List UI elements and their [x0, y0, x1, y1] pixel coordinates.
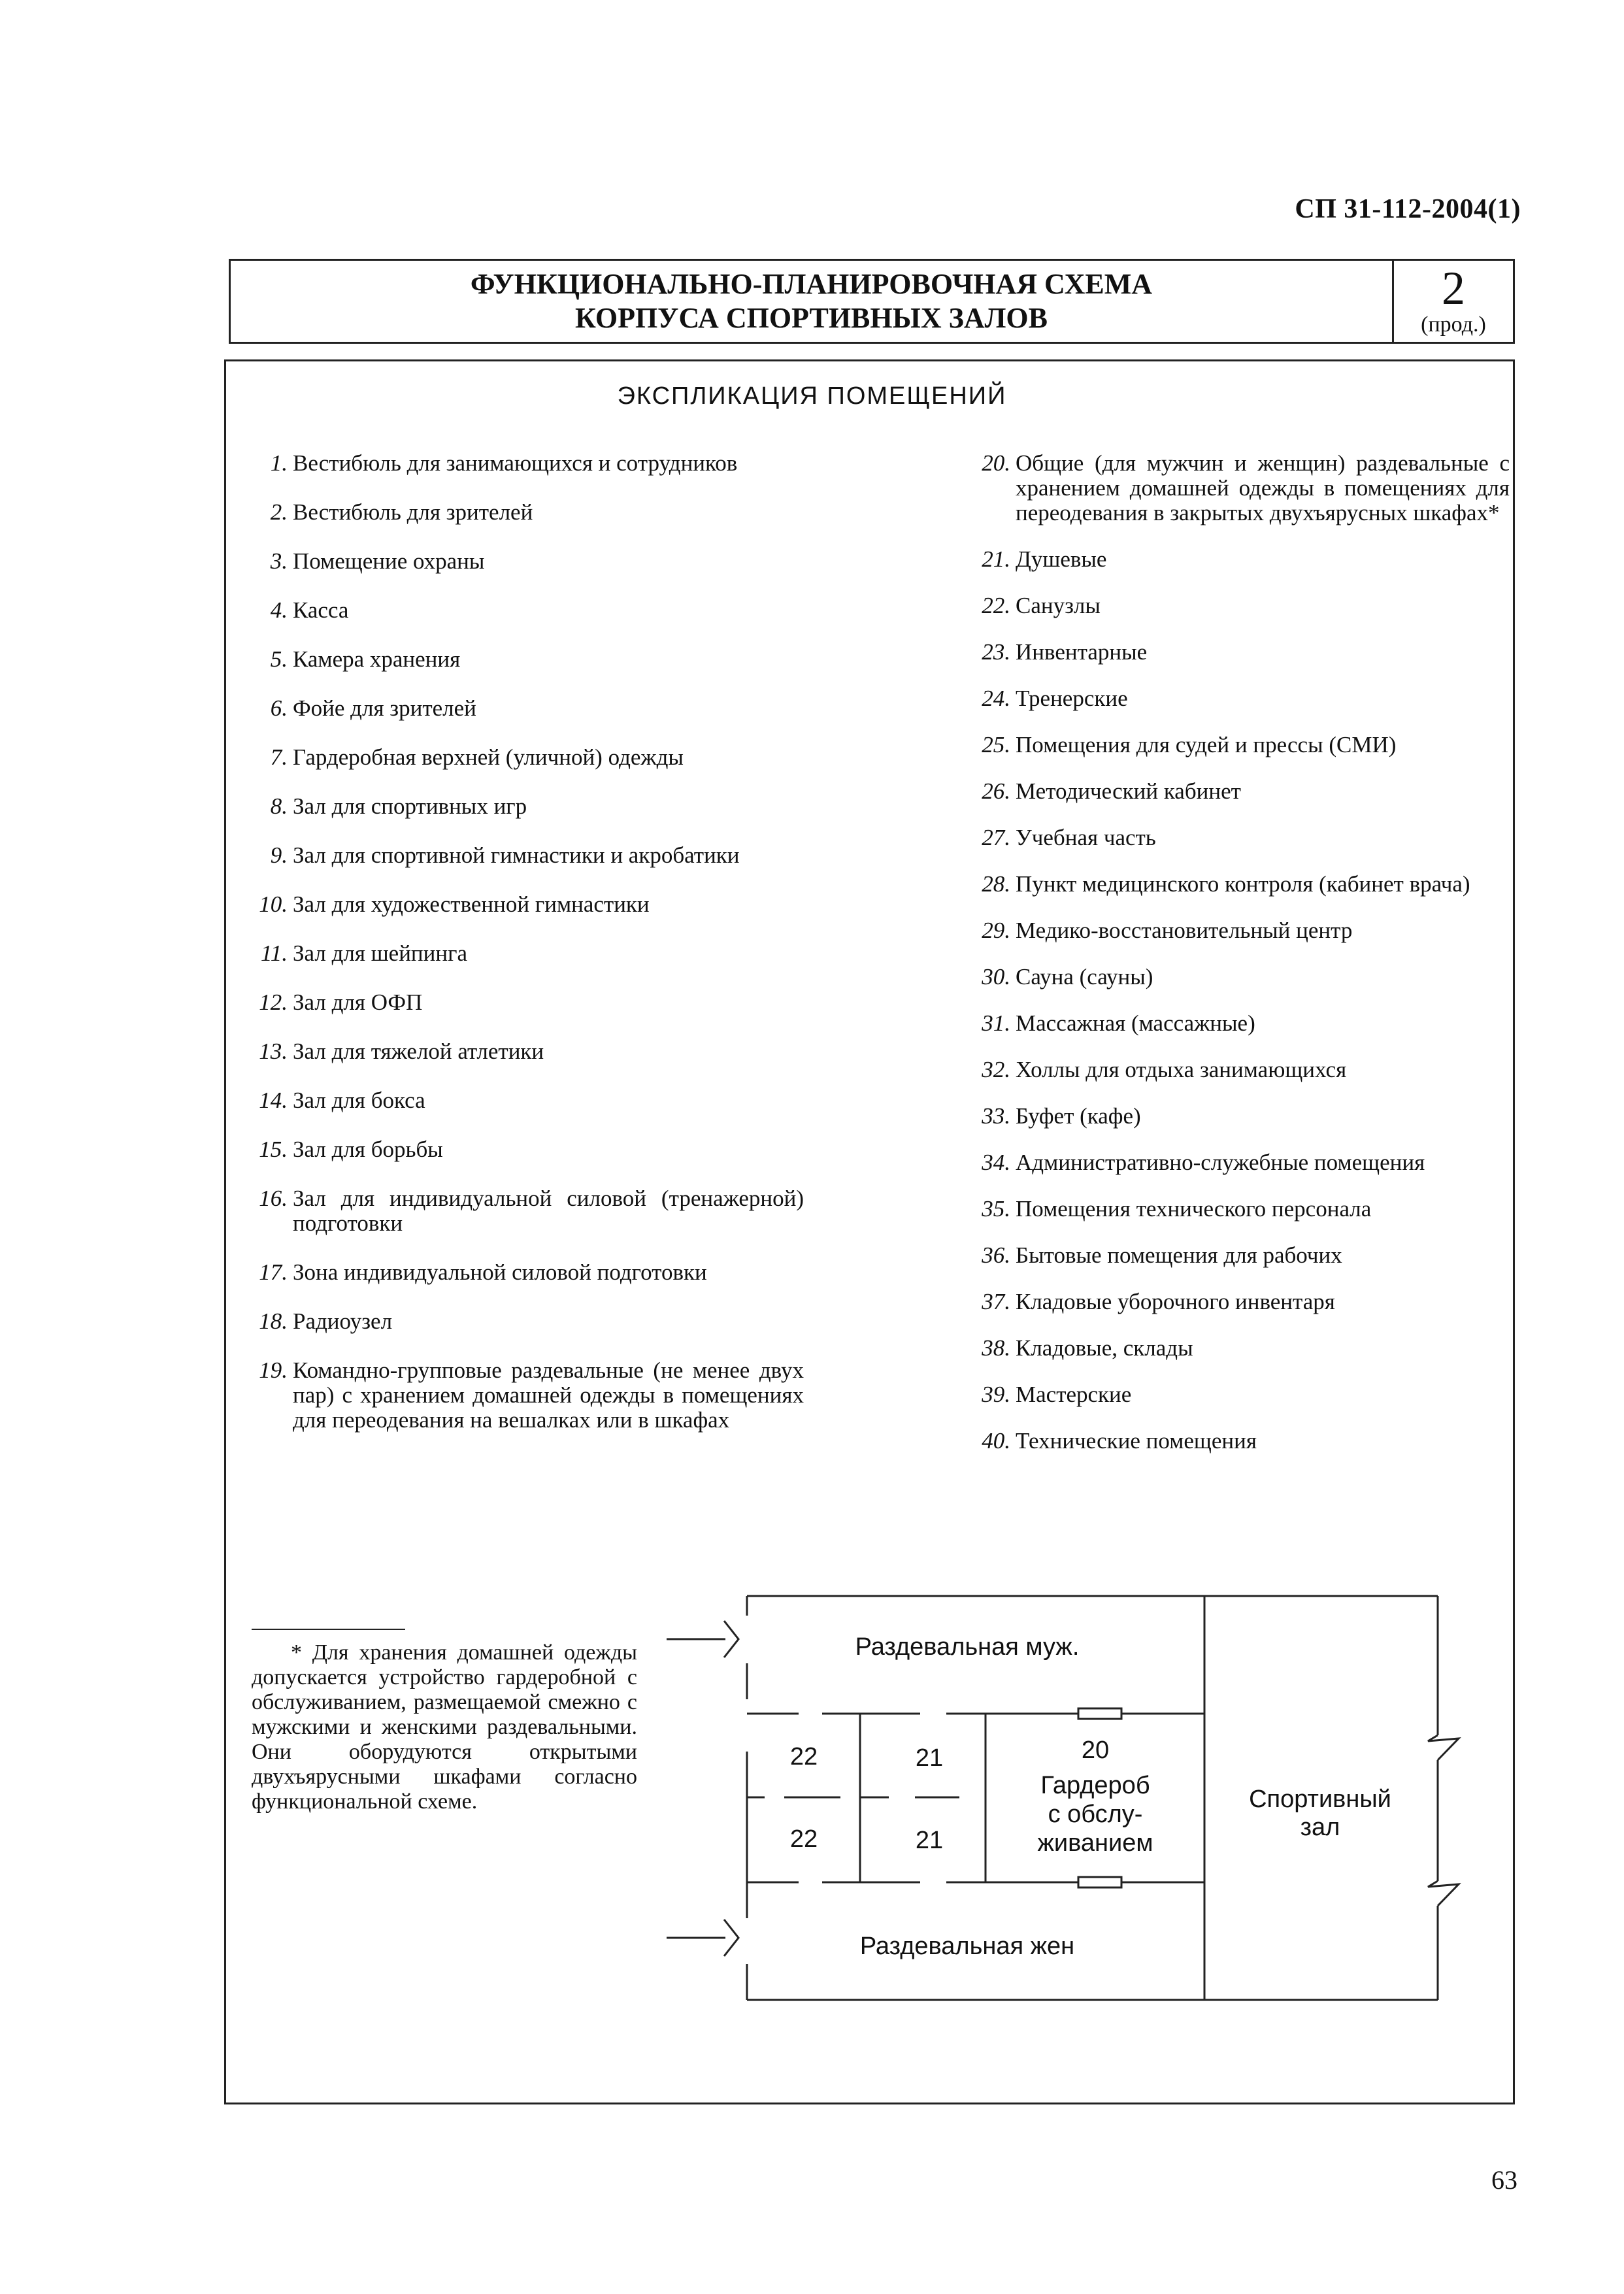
explication-item-text: Кладовые, склады [1016, 1335, 1193, 1361]
explication-item-text: Общие (для мужчин и женщин) раздевальные с хранением домашней одежды в помещениях для переодевания в закрытых двухъярусных шкафах* [1016, 450, 1510, 525]
explication-item-text: Фойе для зрителей [293, 695, 476, 721]
explication-item-text: Массажная (массажные) [1016, 1010, 1255, 1036]
explication-item-text: Холлы для отдыха занимающихся [1016, 1057, 1347, 1082]
explication-item-text: Учебная часть [1016, 825, 1156, 850]
explication-item-number: 14. [259, 1088, 288, 1113]
explication-item-text: Буфет (кафе) [1016, 1103, 1141, 1129]
explication-item-number: 29. [982, 918, 1010, 943]
explication-item-text: Зона индивидуальной силовой подготовки [293, 1259, 707, 1285]
explication-item-text: Бытовые помещения для рабочих [1016, 1242, 1342, 1268]
explication-item-number: 24. [982, 686, 1010, 711]
explication-item-text: Помещение охраны [293, 548, 485, 574]
explication-item-text: Медико-восстановительный центр [1016, 918, 1353, 943]
explication-item-number: 13. [259, 1039, 288, 1064]
explication-item-text: Инвентарные [1016, 639, 1148, 665]
explication-item-text: Санузлы [1016, 593, 1101, 618]
explication-item-text: Технические помещения [1016, 1428, 1257, 1454]
explication-item-number: 16. [259, 1186, 288, 1211]
explication-item-text: Кладовые уборочного инвентаря [1016, 1289, 1335, 1314]
explication-item-number: 23. [982, 639, 1010, 665]
explication-item-number: 28. [982, 871, 1010, 897]
explication-item-text: Зал для ОФП [293, 989, 423, 1015]
explication-item-number: 3. [270, 548, 288, 574]
explication-item-number: 40. [982, 1428, 1010, 1454]
explication-item-number: 22. [982, 593, 1010, 618]
document-code: СП 31-112-2004(1) [1295, 194, 1521, 224]
sheet-title-line-2: КОРПУСА СПОРТИВНЫХ ЗАЛОВ [575, 302, 1048, 334]
explication-item-text: Зал для тяжелой атлетики [293, 1039, 544, 1064]
explication-item-text: Мастерские [1016, 1382, 1132, 1407]
room-22-bottom-label: 22 [789, 1825, 818, 1853]
explication-item-number: 15. [259, 1137, 288, 1162]
page-number: 63 [1491, 2165, 1517, 2195]
explication-item-text: Касса [293, 597, 349, 623]
explication-item-number: 2. [270, 499, 288, 525]
sheet-number: 2 [1442, 262, 1465, 314]
explication-item-number: 33. [982, 1103, 1010, 1129]
explication-item-text: Зал для шейпинга [293, 940, 468, 966]
wardrobe-label-line-2: с обслу- [1048, 1801, 1143, 1828]
explication-item-text: Вестибюль для зрителей [293, 499, 533, 525]
gym-label-line-2: зал [1300, 1814, 1340, 1841]
explication-item-number: 25. [982, 732, 1010, 757]
room-20-label: 20 [1081, 1737, 1110, 1764]
explication-item-text: Зал для борьбы [293, 1137, 443, 1162]
footnote: * Для хранения домашней одежды допускается устройство гардеробной с обслуживанием, размещаемой смежно с мужскими и женскими раздевальными. Они оборудуются открытыми двухъярусными шкафами согласно функциональной схеме. [252, 1640, 637, 1814]
explication-item-text: Гардеробная верхней (уличной) одежды [293, 744, 684, 770]
explication-item-number: 30. [982, 964, 1010, 989]
explication-item-number: 11. [260, 940, 288, 966]
explication-item-number: 4. [270, 597, 288, 623]
explication-item-number: 31. [982, 1010, 1010, 1036]
wardrobe-label-line-3: живанием [1037, 1829, 1153, 1857]
explication-item-number: 17. [259, 1259, 288, 1285]
wardrobe-label-line-1: Гардероб [1040, 1772, 1150, 1799]
explication-item-text: Зал для спортивных игр [293, 793, 527, 819]
explication-item-text: Зал для спортивной гимнастики и акробатики [293, 842, 740, 868]
sheet-title-line-1: ФУНКЦИОНАЛЬНО-ПЛАНИРОВОЧНАЯ СХЕМА [470, 268, 1153, 300]
explication-item-text: Зал для бокса [293, 1088, 425, 1113]
explication-item-number: 6. [270, 695, 288, 721]
explication-item-number: 20. [982, 450, 1010, 476]
sheet-continuation-note: (прод.) [1421, 312, 1486, 337]
explication-item-number: 5. [270, 646, 288, 672]
explication-item-number: 34. [982, 1150, 1010, 1175]
explication-title: ЭКСПЛИКАЦИЯ ПОМЕЩЕНИЙ [617, 382, 1007, 410]
gym-label-line-1: Спортивный [1249, 1786, 1391, 1813]
explication-item-text: Пункт медицинского контроля (кабинет врача) [1016, 871, 1470, 897]
explication-item-number: 36. [982, 1242, 1010, 1268]
explication-item-text: Помещения для судей и прессы (СМИ) [1016, 732, 1397, 757]
explication-item-text: Командно-групповые раздевальные (не менее двух пар) с хранением домашней одежды в помещениях для переодевания на вешалках или в шкафах [293, 1357, 804, 1433]
explication-item-text: Тренерские [1016, 686, 1128, 711]
explication-item-text: Радиоузел [293, 1308, 393, 1334]
explication-item-text: Душевые [1016, 546, 1107, 572]
explication-item-number: 39. [982, 1382, 1010, 1407]
explication-item-text: Административно-служебные помещения [1016, 1150, 1425, 1175]
room-21-bottom-label: 21 [915, 1827, 944, 1854]
explication-item-text: Зал для художественной гимнастики [293, 891, 650, 917]
explication-item-text: Помещения технического персонала [1016, 1196, 1372, 1222]
explication-item-number: 26. [982, 778, 1010, 804]
explication-item-number: 9. [270, 842, 288, 868]
explication-item-number: 35. [982, 1196, 1010, 1222]
room-22-top-label: 22 [789, 1743, 818, 1770]
explication-item-number: 38. [982, 1335, 1010, 1361]
explication-item-text: Вестибюль для занимающихся и сотрудников [293, 450, 738, 476]
room-21-top-label: 21 [915, 1744, 944, 1772]
explication-item-number: 37. [982, 1289, 1010, 1314]
explication-item-number: 8. [270, 793, 288, 819]
explication-item-number: 21. [982, 546, 1010, 572]
explication-item-number: 12. [259, 989, 288, 1015]
explication-item-number: 32. [982, 1057, 1010, 1082]
explication-item-text: Сауна (сауны) [1016, 964, 1153, 989]
explication-item-number: 27. [982, 825, 1010, 850]
explication-item-number: 7. [270, 744, 288, 770]
explication-item-number: 18. [259, 1308, 288, 1334]
explication-item-text: Камера хранения [293, 646, 461, 672]
explication-item-text: Зал для индивидуальной силовой (тренажерной) подготовки [293, 1186, 804, 1236]
explication-item-number: 10. [259, 891, 288, 917]
explication-item-number: 19. [259, 1357, 288, 1383]
explication-item-number: 1. [270, 450, 288, 476]
women-locker-label: Раздевальная жен [859, 1933, 1075, 1960]
men-locker-label: Раздевальная муж. [855, 1633, 1080, 1661]
explication-item-text: Методический кабинет [1016, 778, 1241, 804]
